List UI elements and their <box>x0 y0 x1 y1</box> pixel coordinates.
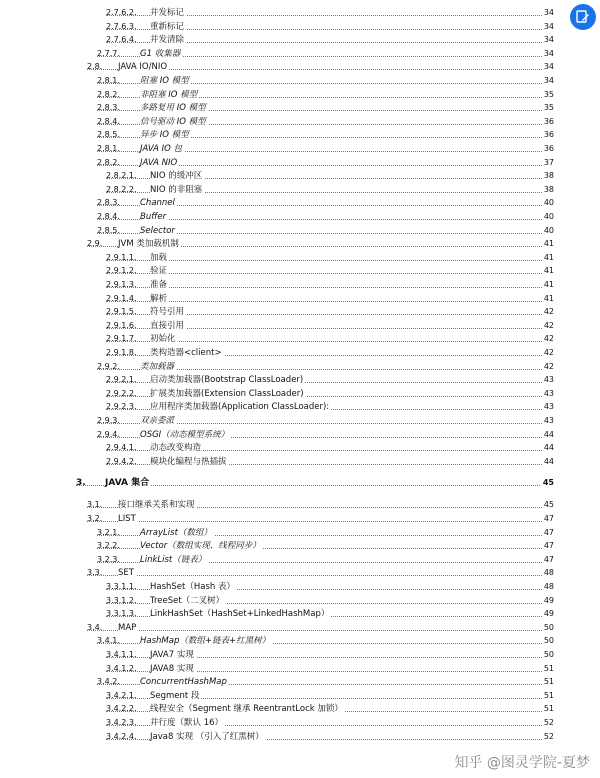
toc-entry[interactable] <box>0 48 600 61</box>
toc-page-number: 51 <box>543 704 554 714</box>
toc-page-number: 40 <box>543 225 554 235</box>
toc-title: 验证 <box>150 266 168 277</box>
toc-page-number: 47 <box>543 514 554 523</box>
toc-number: 2.9.1.3. <box>106 280 137 289</box>
toc-page-number: 34 <box>543 62 554 72</box>
toc-title: 准备 <box>150 280 168 290</box>
toc-number: 2.8.2.1. <box>106 171 137 181</box>
toc-entry[interactable] <box>0 34 600 47</box>
toc-page-number: 47 <box>543 527 554 537</box>
dot-leader <box>106 273 554 274</box>
toc-entry[interactable] <box>0 635 600 648</box>
toc-number: 2.9. <box>87 239 103 249</box>
toc-title: 并行度（默认 16） <box>150 718 224 728</box>
toc-page-number: 37 <box>543 157 554 167</box>
toc-number: 3.1. <box>87 500 103 510</box>
toc-page-number: 35 <box>543 89 554 99</box>
toc-number: 2.9.3. <box>97 416 120 425</box>
toc-number: 3.2.1. <box>97 527 120 537</box>
toc-page-number: 42 <box>543 348 554 357</box>
toc-entry[interactable] <box>0 442 600 455</box>
toc-page-number: 47 <box>543 541 554 551</box>
toc-page-number: 50 <box>543 622 554 632</box>
toc-page-number: 44 <box>543 443 554 453</box>
toc-number: 2.7.7. <box>97 48 120 58</box>
toc-page-number: 50 <box>543 650 554 659</box>
toc-number: 3.2. <box>87 514 103 523</box>
toc-entry[interactable] <box>0 690 600 703</box>
toc-title: NIO 的缓冲区 <box>150 171 203 182</box>
toc-page-number: 40 <box>543 212 554 221</box>
toc-page-number: 34 <box>543 8 554 17</box>
toc-entry[interactable] <box>0 129 600 142</box>
toc-number: 2.9.4.2. <box>106 456 137 466</box>
toc-number: 3.3.1.1. <box>106 582 137 591</box>
toc-page-number: 49 <box>543 609 554 619</box>
toc-entry[interactable] <box>0 265 600 278</box>
toc-entry[interactable] <box>0 143 600 156</box>
toc-number: 3.3. <box>87 568 103 578</box>
toc-title: Segment 段 <box>150 690 200 701</box>
toc-title: Channel <box>140 198 175 209</box>
toc-number: 2.9.1.8. <box>106 348 137 357</box>
toc-page-number: 49 <box>543 595 554 605</box>
toc-entry[interactable] <box>0 89 600 102</box>
toc-number: 3. <box>76 478 86 489</box>
toc-page-number: 51 <box>543 677 554 687</box>
toc-title: LinkHashSet（HashSet+LinkedHashMap） <box>150 609 330 620</box>
toc-title: 符号引用 <box>150 307 185 318</box>
toc-title: 多路复用 IO 模型 <box>140 103 206 114</box>
toc-entry[interactable] <box>0 184 600 197</box>
toc-title: 应用程序类加载器(Application ClassLoader): <box>150 402 330 413</box>
toc-entry[interactable] <box>0 527 600 540</box>
toc-number: 3.4.2.4. <box>106 731 137 741</box>
toc-entry[interactable] <box>0 676 600 689</box>
toc-number: 2.9.2.1. <box>106 375 137 385</box>
toc-title: Java8 实现 （引入了红黑树） <box>150 731 264 742</box>
toc-entry[interactable] <box>0 477 600 490</box>
toc-page-number: 43 <box>543 388 554 398</box>
toc-title: Selector <box>140 225 175 236</box>
toc-page-number: 44 <box>543 429 554 439</box>
toc-number: 3.4.1.1. <box>106 650 137 659</box>
toc-entry[interactable] <box>0 608 600 621</box>
toc-number: 3.4.1. <box>97 636 120 646</box>
toc-number: 3.2.2. <box>97 541 120 551</box>
toc-number: 2.8.5. <box>97 130 120 140</box>
toc-page-number: 38 <box>543 184 554 194</box>
toc-page-number: 36 <box>543 144 554 153</box>
toc-entry[interactable] <box>0 429 600 442</box>
toc-title: 接口继承关系和实现 <box>118 500 195 511</box>
toc-entry[interactable] <box>0 320 600 333</box>
toc-entry[interactable] <box>0 211 600 224</box>
toc-title: 模块化编程与热插拔 <box>150 456 227 467</box>
toc-entry[interactable] <box>0 374 600 387</box>
toc-number: 3.4.1.2. <box>106 663 137 673</box>
dot-leader <box>87 630 554 631</box>
toc-number: 3.4.2.3. <box>106 718 137 727</box>
toc-entry[interactable] <box>0 703 600 716</box>
watermark: 知乎 @图灵学院-夏梦 <box>454 755 590 771</box>
toc-title: ConcurrentHashMap <box>140 677 227 688</box>
toc-entry[interactable] <box>0 401 600 414</box>
toc-page-number: 41 <box>543 266 554 276</box>
toc-number: 2.8.1. <box>97 144 120 153</box>
toc-entry[interactable] <box>0 279 600 292</box>
toc-title: TreeSet（二叉树） <box>150 595 225 606</box>
toc-number: 2.9.2.3. <box>106 402 137 412</box>
toc-number: 3.4.2. <box>97 677 120 687</box>
toc-page-number: 51 <box>543 663 554 673</box>
toc-page-number: 47 <box>543 554 554 564</box>
toc-number: 3.3.1.3. <box>106 609 137 619</box>
toc-page-number: 36 <box>543 130 554 140</box>
toc-page-number: 41 <box>543 252 554 262</box>
toc-entry[interactable] <box>0 663 600 676</box>
toc-page-number: 41 <box>543 280 554 289</box>
toc-title: 动态改变构造 <box>150 443 202 454</box>
toc-page-number: 52 <box>543 718 554 727</box>
toc-title: 直接引用 <box>150 320 185 331</box>
toc-title: 异步 IO 模型 <box>140 130 189 141</box>
toc-number: 2.9.4. <box>97 429 120 439</box>
dot-leader <box>87 521 554 522</box>
toc-number: 2.7.6.4. <box>106 35 137 45</box>
toc-entry[interactable] <box>0 649 600 662</box>
toc-title: JAVA7 实现 <box>150 650 194 660</box>
toc-entry[interactable] <box>0 581 600 594</box>
toc-page-number: 48 <box>543 582 554 591</box>
toc-number: 3.4. <box>87 622 103 632</box>
toc-entry[interactable] <box>0 540 600 553</box>
toc-title: 启动类加载器(Bootstrap ClassLoader) <box>150 375 304 386</box>
toc-number: 2.8.4. <box>97 212 120 221</box>
toc-page-number: 51 <box>543 690 554 700</box>
toc-title: LinkList（链表） <box>140 554 207 565</box>
toc-title: 线程安全（Segment 继承 ReentrantLock 加锁） <box>150 704 343 715</box>
toc-number: 2.8.5. <box>97 225 120 235</box>
dot-leader <box>106 287 554 288</box>
toc-number: 2.9.1.4. <box>106 293 137 303</box>
toc-title: LIST <box>118 514 136 524</box>
toc-number: 2.8. <box>87 62 103 72</box>
toc-title: 并发标记 <box>150 8 185 18</box>
toc-number: 2.9.2.2. <box>106 388 137 398</box>
toc-entry[interactable] <box>0 717 600 730</box>
toc-title: ArrayList（数组） <box>140 527 212 538</box>
toc-title: 信号驱动 IO 模型 <box>140 116 206 127</box>
toc-number: 2.9.1.6. <box>106 320 137 330</box>
toc-page-number: 45 <box>543 500 554 510</box>
toc-title: JAVA8 实现 <box>150 663 194 674</box>
toc-page-number: 42 <box>543 334 554 344</box>
toc-title: OSGI（动态模型系统） <box>140 429 230 440</box>
toc-page-number: 52 <box>543 731 554 741</box>
toc-entry[interactable] <box>0 361 600 374</box>
toc-title: JAVA NIO <box>140 157 178 168</box>
toc-number: 2.8.1. <box>97 76 120 85</box>
toc-title: Buffer <box>140 212 167 222</box>
toc-entry[interactable] <box>0 157 600 170</box>
toc-entry[interactable] <box>0 333 600 346</box>
toc-page-number: 34 <box>543 21 554 31</box>
toc-title: 非阻塞 IO 模型 <box>140 89 198 100</box>
toc-page-number: 34 <box>543 48 554 58</box>
toc-number: 2.9.1.1. <box>106 252 137 262</box>
toc-page-number: 50 <box>543 636 554 646</box>
dot-leader <box>106 301 554 302</box>
toc-entry[interactable] <box>0 116 600 129</box>
toc-page-number: 34 <box>543 76 554 85</box>
toc-title: JAVA IO/NIO <box>118 62 168 73</box>
edit-icon <box>576 10 590 24</box>
toc-entry[interactable] <box>0 252 600 265</box>
toc-page-number: 42 <box>543 307 554 317</box>
toc-number: 2.9.1.2. <box>106 266 137 276</box>
toc-page-number: 44 <box>543 456 554 466</box>
toc-title: JAVA IO 包 <box>140 144 183 154</box>
floating-action-button[interactable] <box>570 4 596 30</box>
toc-number: 2.8.3. <box>97 198 120 208</box>
toc-number: 2.8.3. <box>97 103 120 113</box>
dot-leader <box>106 260 554 261</box>
toc-title: HashMap（数组+链表+红黑树） <box>140 636 271 647</box>
toc-page-number: 34 <box>543 35 554 45</box>
toc-entry[interactable] <box>0 225 600 238</box>
toc-entry[interactable] <box>0 197 600 210</box>
toc-number: 2.7.6.3. <box>106 21 137 31</box>
toc-number: 2.8.2.2. <box>106 184 137 194</box>
toc-entry[interactable] <box>0 415 600 428</box>
dot-leader <box>87 575 554 576</box>
toc-entry[interactable] <box>0 61 600 74</box>
toc-page-number: 41 <box>543 239 554 249</box>
toc-page-number: 36 <box>543 116 554 126</box>
toc-number: 3.3.1.2. <box>106 595 137 605</box>
toc-page-number: 48 <box>543 568 554 578</box>
toc-title: NIO 的非阻塞 <box>150 184 203 195</box>
toc-entry[interactable] <box>0 622 600 635</box>
toc-page-number: 38 <box>543 171 554 181</box>
toc-entry[interactable] <box>0 21 600 34</box>
toc-page-number: 45 <box>542 478 554 488</box>
toc-entry[interactable] <box>0 347 600 360</box>
toc-page-number: 40 <box>543 198 554 208</box>
toc-title: 类构造器<client> <box>150 348 222 358</box>
toc-number: 2.9.1.5. <box>106 307 137 317</box>
toc-entry[interactable] <box>0 388 600 401</box>
toc-entry[interactable] <box>0 7 600 20</box>
toc-number: 3.4.2.2. <box>106 704 137 714</box>
toc-entry[interactable] <box>0 499 600 512</box>
toc-number: 2.8.4. <box>97 116 120 126</box>
toc-page-number: 42 <box>543 361 554 371</box>
toc-entry[interactable] <box>0 456 600 469</box>
toc-entry[interactable] <box>0 731 600 744</box>
toc-title: JVM 类加载机制 <box>118 239 179 250</box>
toc-entry[interactable] <box>0 306 600 319</box>
toc-number: 2.8.2. <box>97 89 120 99</box>
toc-page-number: 43 <box>543 402 554 412</box>
toc-title: 双亲委派 <box>140 416 175 426</box>
toc-title: JAVA 集合 <box>105 478 150 489</box>
toc-title: 并发清除 <box>150 35 185 46</box>
toc-title: 扩展类加载器(Extension ClassLoader) <box>150 388 304 399</box>
toc-title: 重新标记 <box>150 21 185 32</box>
toc-title: 加载 <box>150 252 168 263</box>
toc-entry[interactable] <box>0 513 600 526</box>
toc-title: 类加载器 <box>140 361 175 372</box>
toc-title: Vector（数组实现、线程同步） <box>140 541 261 552</box>
toc-title: SET <box>118 568 134 579</box>
toc-title: 阻塞 IO 模型 <box>140 76 189 86</box>
toc-title: MAP <box>118 622 137 633</box>
toc-number: 2.9.4.1. <box>106 443 137 453</box>
toc-number: 2.8.2. <box>97 157 120 167</box>
toc-entry[interactable] <box>0 293 600 306</box>
toc-entry[interactable] <box>0 554 600 567</box>
toc-title: 初始化 <box>150 334 176 345</box>
toc-page-number: 41 <box>543 293 554 303</box>
toc-page-number: 43 <box>543 375 554 385</box>
toc-entry[interactable] <box>0 75 600 88</box>
toc-entry[interactable] <box>0 170 600 183</box>
toc-number: 2.9.1.7. <box>106 334 137 344</box>
toc-page-number: 42 <box>543 320 554 330</box>
toc-title: G1 收集器 <box>140 48 181 59</box>
toc-entry[interactable] <box>0 567 600 580</box>
toc-title: 解析 <box>150 293 168 304</box>
toc-number: 3.2.3. <box>97 554 120 564</box>
toc-number: 2.7.6.2. <box>106 8 137 17</box>
toc-number: 2.9.2. <box>97 361 120 371</box>
toc-entry[interactable] <box>0 102 600 115</box>
toc-page-number: 35 <box>543 103 554 113</box>
toc-entry[interactable] <box>0 595 600 608</box>
toc-number: 3.4.2.1. <box>106 690 137 700</box>
toc-entry[interactable] <box>0 238 600 251</box>
toc-page-number: 43 <box>543 416 554 425</box>
toc-title: HashSet（Hash 表） <box>150 582 235 592</box>
